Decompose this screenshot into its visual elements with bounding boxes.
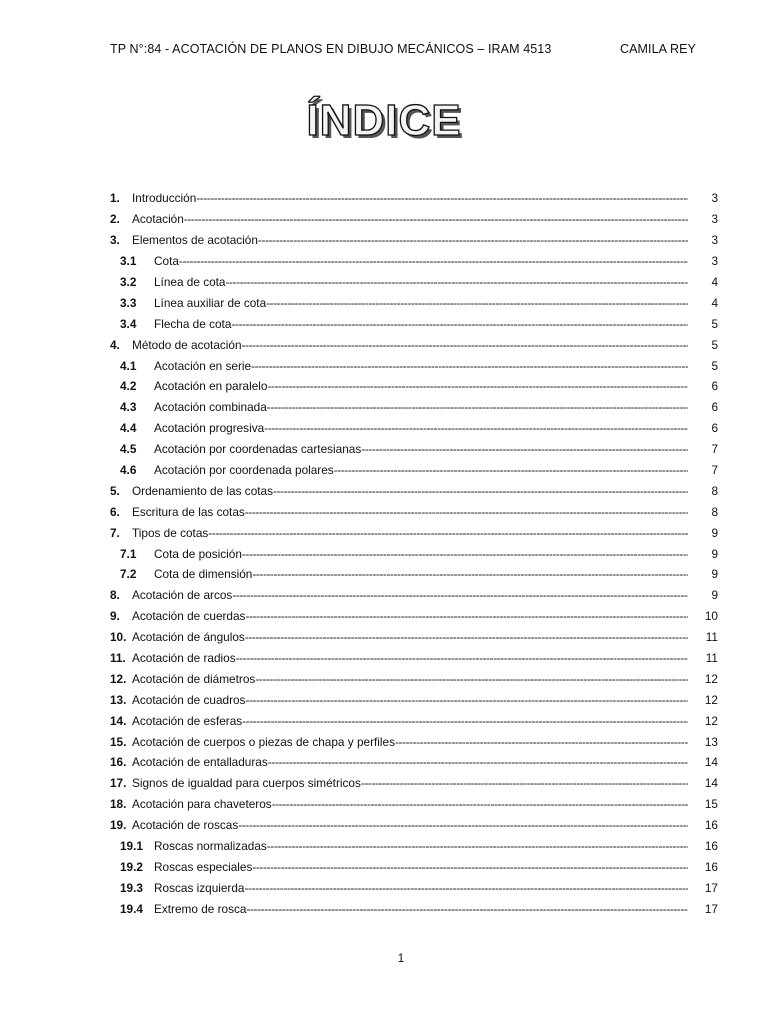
toc-leader-dashes [242, 338, 688, 352]
toc-entry-number: 4.1 [120, 358, 137, 373]
toc-entry-page: 3 [711, 254, 718, 269]
toc-entry-label: Flecha de cota [154, 316, 232, 331]
toc-entry-page: 8 [711, 504, 718, 519]
toc-entry-page: 14 [704, 776, 718, 791]
toc-entry-label: Tipos de cotas [132, 525, 209, 540]
toc-entry-label: Signos de igualdad para cuerpos simétricos [132, 776, 361, 791]
toc-entry-label: Cota [154, 254, 179, 269]
toc-leader-dashes [245, 630, 688, 644]
toc-entry-label: Acotación de cuadros [132, 692, 246, 707]
toc-leader-dashes [361, 776, 688, 790]
toc-leader-dashes [231, 317, 688, 331]
toc-entry-page: 5 [711, 358, 718, 373]
toc-entry [110, 397, 718, 418]
toc-entry-number: 11. [110, 651, 126, 666]
toc-entry-page: 6 [711, 400, 718, 415]
toc-entry-number: 19. [110, 818, 127, 833]
toc-entry-number: 4.2 [120, 379, 137, 394]
toc-leader-dashes [245, 693, 688, 707]
toc-entry-label: Acotación de diámetros [132, 671, 256, 686]
toc-entry-page: 6 [711, 379, 718, 394]
toc-entry-number: 7.2 [120, 567, 137, 582]
toc-entry-number: 5. [110, 483, 120, 498]
toc-entry-label: Acotación en serie [154, 358, 252, 373]
toc-entry-label: Ordenamiento de las cotas [132, 483, 273, 498]
toc-entry-label: Acotación en paralelo [154, 379, 268, 394]
toc-entry-label: Cota de dimensión [154, 567, 253, 582]
toc-entry-label: Acotación de arcos [132, 588, 233, 603]
toc-entry-number: 19.1 [120, 839, 143, 854]
toc-entry-label: Línea auxiliar de cota [154, 295, 267, 310]
toc-entry [110, 543, 718, 564]
toc-entry-page: 8 [711, 483, 718, 498]
toc-entry-page: 15 [704, 797, 718, 812]
toc-entry [110, 857, 718, 878]
toc-entry [110, 585, 718, 606]
toc-leader-dashes [245, 505, 688, 519]
toc-entry-page: 16 [704, 818, 718, 833]
toc-entry-label: Roscas normalizadas [154, 839, 267, 854]
toc-entry [110, 439, 718, 460]
toc-entry-number: 19.3 [120, 880, 143, 895]
toc-entry-label: Acotación de entalladuras [132, 755, 268, 770]
toc-entry-page: 7 [711, 442, 718, 457]
toc-leader-dashes [395, 735, 688, 749]
toc-entry [110, 794, 718, 815]
toc-entry-page: 7 [711, 463, 718, 478]
toc-entry-page: 4 [711, 275, 718, 289]
toc-entry-page: 16 [704, 859, 718, 874]
toc-entry [110, 334, 718, 355]
toc-leader-dashes [251, 359, 688, 373]
toc-entry-number: 4. [110, 337, 120, 352]
toc-entry-label: Acotación de ángulos [132, 630, 245, 645]
toc-leader-dashes [267, 400, 688, 414]
toc-entry-page: 17 [704, 880, 718, 895]
toc-entry [110, 418, 718, 439]
toc-entry-page: 9 [711, 567, 718, 582]
toc-entry-page: 9 [711, 525, 718, 540]
header-document-title: TP N°:84 - ACOTACIÓN DE PLANOS EN DIBUJO MECÁNICOS – IRAM 4513 [110, 42, 552, 56]
toc-entry-number: 4.4 [120, 421, 137, 436]
toc-entry-number: 15. [110, 734, 127, 749]
toc-leader-dashes [238, 818, 688, 832]
toc-leader-dashes [236, 651, 688, 665]
toc-entry-label: Cota de posición [154, 546, 242, 561]
toc-leader-dashes [232, 588, 688, 602]
toc-entry-number: 19.2 [120, 859, 143, 874]
toc-entry-number: 12. [110, 671, 127, 686]
toc-entry-label: Acotación de cuerpos o piezas de chapa y perfiles [132, 734, 395, 749]
toc-entry-number: 3.4 [120, 316, 137, 331]
toc-entry-page: 3 [711, 212, 718, 227]
toc-leader-dashes [226, 275, 689, 289]
toc-entry [110, 209, 718, 230]
toc-leader-dashes [242, 714, 688, 728]
toc-entry [110, 689, 718, 710]
toc-entry-page: 9 [711, 588, 718, 603]
toc-entry [110, 230, 718, 251]
toc-entry-page: 3 [711, 233, 718, 248]
toc-entry-label: Extremo de rosca [154, 901, 247, 916]
toc-entry-label: Roscas izquierda [154, 880, 245, 895]
toc-entry [110, 648, 718, 669]
toc-entry-number: 9. [110, 609, 120, 624]
toc-entry [110, 668, 718, 689]
toc-entry [110, 877, 718, 898]
toc-leader-dashes [272, 797, 688, 811]
toc-entry-label: Acotación por coordenada polares [154, 463, 334, 478]
toc-leader-dashes [245, 881, 689, 895]
page-title: ÍNDICE [306, 96, 462, 145]
toc-entry [110, 251, 718, 272]
toc-entry-page: 4 [711, 295, 718, 310]
toc-entry-number: 18. [110, 797, 127, 812]
toc-leader-dashes [252, 567, 688, 581]
toc-entry-page: 14 [704, 755, 718, 770]
toc-entry [110, 752, 718, 773]
toc-entry [110, 522, 718, 543]
toc-entry-number: 3.3 [120, 295, 137, 310]
toc-entry-label: Acotación de radios [132, 651, 236, 666]
toc-entry-label: Roscas especiales [154, 859, 253, 874]
page-number: 1 [397, 951, 405, 965]
toc-entry-number: 13. [110, 692, 127, 707]
toc-entry-page: 5 [711, 337, 718, 352]
toc-entry-number: 4.6 [120, 463, 137, 478]
toc-entry-number: 17. [110, 776, 127, 791]
toc-entry-number: 4.5 [120, 442, 137, 457]
toc-entry-label: Acotación de roscas [132, 818, 239, 833]
toc-entry-number: 6. [110, 504, 120, 519]
toc-leader-dashes [266, 296, 688, 310]
toc-entry [110, 313, 718, 334]
table-of-contents [110, 188, 718, 919]
toc-leader-dashes [264, 421, 688, 435]
toc-entry-page: 10 [704, 609, 718, 624]
toc-entry-number: 8. [110, 588, 120, 603]
toc-entry-label: Elementos de acotación [132, 233, 258, 248]
toc-leader-dashes [268, 755, 688, 769]
toc-entry-number: 1. [110, 191, 120, 206]
toc-entry-page: 12 [704, 692, 718, 707]
toc-entry [110, 355, 718, 376]
toc-entry-number: 3. [110, 233, 120, 248]
toc-entry-number: 7. [110, 525, 120, 540]
toc-leader-dashes [196, 191, 688, 205]
toc-entry-page: 11 [705, 651, 718, 666]
toc-entry-label: Introducción [132, 191, 197, 206]
toc-entry-page: 16 [704, 839, 718, 854]
toc-entry [110, 188, 718, 209]
toc-entry-label: Escritura de las cotas [132, 504, 245, 519]
header-author: CAMILA REY [619, 42, 696, 56]
toc-entry-number: 3.1 [120, 254, 137, 269]
toc-entry [110, 606, 718, 627]
toc-entry-page: 3 [711, 191, 718, 206]
toc-entry-number: 4.3 [120, 400, 137, 415]
toc-leader-dashes [245, 609, 688, 623]
toc-entry [110, 836, 718, 857]
toc-entry-label: Acotación [132, 212, 184, 227]
toc-entry-number: 14. [110, 713, 127, 728]
toc-leader-dashes [273, 484, 688, 498]
toc-entry [110, 564, 718, 585]
toc-entry [110, 627, 718, 648]
toc-entry-page: 11 [705, 630, 718, 645]
toc-entry-page: 12 [704, 671, 718, 686]
toc-entry [110, 710, 718, 731]
toc-leader-dashes [267, 839, 688, 853]
toc-entry-number: 19.4 [120, 901, 143, 916]
toc-entry-page: 6 [711, 421, 718, 436]
toc-entry-number: 3.2 [120, 275, 137, 289]
toc-leader-dashes [267, 379, 688, 393]
toc-entry-number: 10. [110, 630, 127, 645]
toc-entry [110, 773, 718, 794]
toc-entry-number: 2. [110, 212, 120, 227]
toc-leader-dashes [252, 860, 688, 874]
toc-entry-number: 7.1 [120, 546, 137, 561]
toc-leader-dashes [184, 212, 688, 226]
toc-entry-page: 17 [704, 901, 718, 916]
toc-entry [110, 731, 718, 752]
toc-entry-page: 12 [704, 713, 718, 728]
toc-leader-dashes [258, 233, 688, 247]
toc-entry [110, 292, 718, 313]
toc-entry-page: 13 [704, 734, 718, 749]
toc-entry [110, 815, 718, 836]
toc-entry [110, 460, 718, 481]
toc-entry [110, 480, 718, 501]
toc-entry-page: 9 [711, 546, 718, 561]
toc-entry-page: 5 [711, 316, 718, 331]
toc-entry-label: Acotación para chaveteros [132, 797, 272, 812]
toc-leader-dashes [361, 442, 688, 456]
toc-entry [110, 376, 718, 397]
toc-entry-label: Acotación de cuerdas [132, 609, 246, 624]
toc-entry-label: Método de acotación [132, 337, 242, 352]
toc-leader-dashes [255, 672, 688, 686]
toc-entry-number: 16. [110, 755, 127, 770]
toc-entry [110, 501, 718, 522]
toc-entry-label: Línea de cota [154, 275, 226, 289]
toc-leader-dashes [179, 254, 688, 268]
toc-leader-dashes [334, 463, 688, 477]
toc-entry-label: Acotación progresiva [154, 421, 265, 436]
toc-leader-dashes [242, 547, 688, 561]
toc-leader-dashes [246, 902, 688, 916]
toc-entry-label: Acotación de esferas [132, 713, 243, 728]
toc-entry [110, 898, 718, 919]
toc-entry [110, 272, 718, 293]
toc-entry-label: Acotación por coordenadas cartesianas [154, 442, 362, 457]
toc-leader-dashes [208, 526, 688, 540]
toc-entry-label: Acotación combinada [154, 400, 267, 415]
